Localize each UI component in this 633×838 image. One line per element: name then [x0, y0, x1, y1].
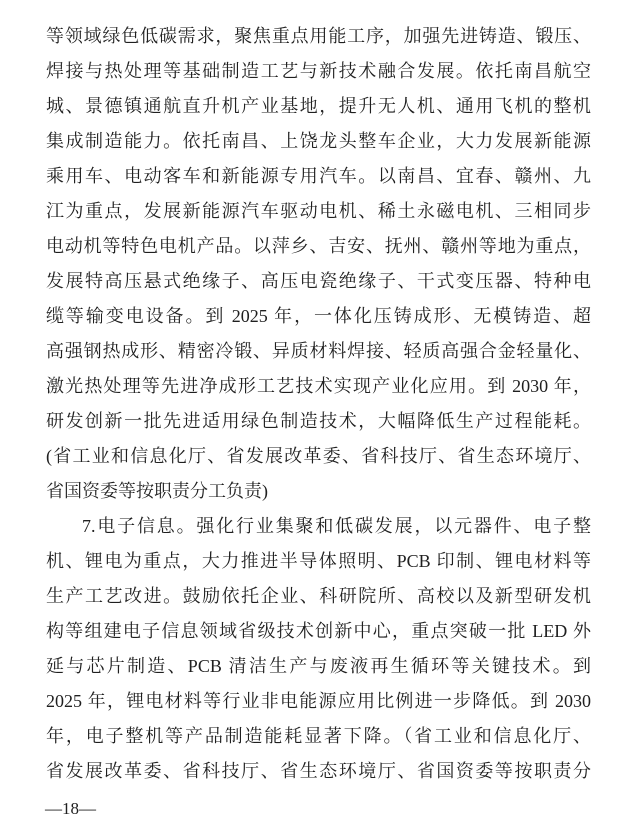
text-line: 城、景德镇通航直升机产业基地，提升无人机、通用飞机的整机: [46, 96, 591, 116]
text-line: 年，电子整机等产品制造能耗显著下降。（省工业和信息化厅、: [46, 726, 591, 746]
text-line: 构等组建电子信息领域省级技术创新中心，重点突破一批 LED 外: [46, 621, 591, 641]
text-line: 焊接与热处理等基础制造工艺与新技术融合发展。依托南昌航空: [46, 61, 591, 81]
document-body: [46, 19, 591, 789]
text-line: 江为重点，发展新能源汽车驱动电机、稀土永磁电机、三相同步: [46, 201, 591, 221]
text-line-paragraph-end: 省国资委等按职责分工负责): [46, 481, 268, 501]
text-line: 省发展改革委、省科技厅、省生态环境厅、省国资委等按职责分: [46, 761, 591, 781]
text-line: 等领域绿色低碳需求，聚焦重点用能工序，加强先进铸造、锻压、: [46, 26, 591, 46]
text-line: 生产工艺改进。鼓励依托企业、科研院所、高校以及新型研发机: [46, 586, 591, 606]
text-line: 延与芯片制造、PCB 清洁生产与废液再生循环等关键技术。到: [46, 656, 591, 676]
text-line: 乘用车、电动客车和新能源专用汽车。以南昌、宜春、赣州、九: [46, 166, 591, 186]
text-line-section-7-start: 7.电子信息。强化行业集聚和低碳发展，以元器件、电子整: [82, 516, 591, 536]
text-line: 电动机等特色电机产品。以萍乡、吉安、抚州、赣州等地为重点，: [46, 236, 591, 256]
text-line: 集成制造能力。依托南昌、上饶龙头整车企业，大力发展新能源: [46, 131, 591, 151]
text-line: 研发创新一批先进适用绿色制造技术，大幅降低生产过程能耗。: [46, 411, 591, 431]
text-line: 激光热处理等先进净成形工艺技术实现产业化应用。到 2030 年，: [46, 376, 591, 396]
text-line: 缆等输变电设备。到 2025 年，一体化压铸成形、无模铸造、超: [46, 306, 591, 326]
text-line: 发展特高压悬式绝缘子、高压电瓷绝缘子、干式变压器、特种电: [46, 271, 591, 291]
text-line: 高强钢热成形、精密冷锻、异质材料焊接、轻质高强合金轻量化、: [46, 341, 591, 361]
text-line: (省工业和信息化厅、省发展改革委、省科技厅、省生态环境厅、: [46, 446, 591, 466]
text-line: 机、锂电为重点，大力推进半导体照明、PCB 印制、锂电材料等: [46, 551, 591, 571]
text-line: 2025 年，锂电材料等行业非电能源应用比例进一步降低。到 2030: [46, 691, 591, 711]
page-number: —18—: [45, 799, 96, 818]
